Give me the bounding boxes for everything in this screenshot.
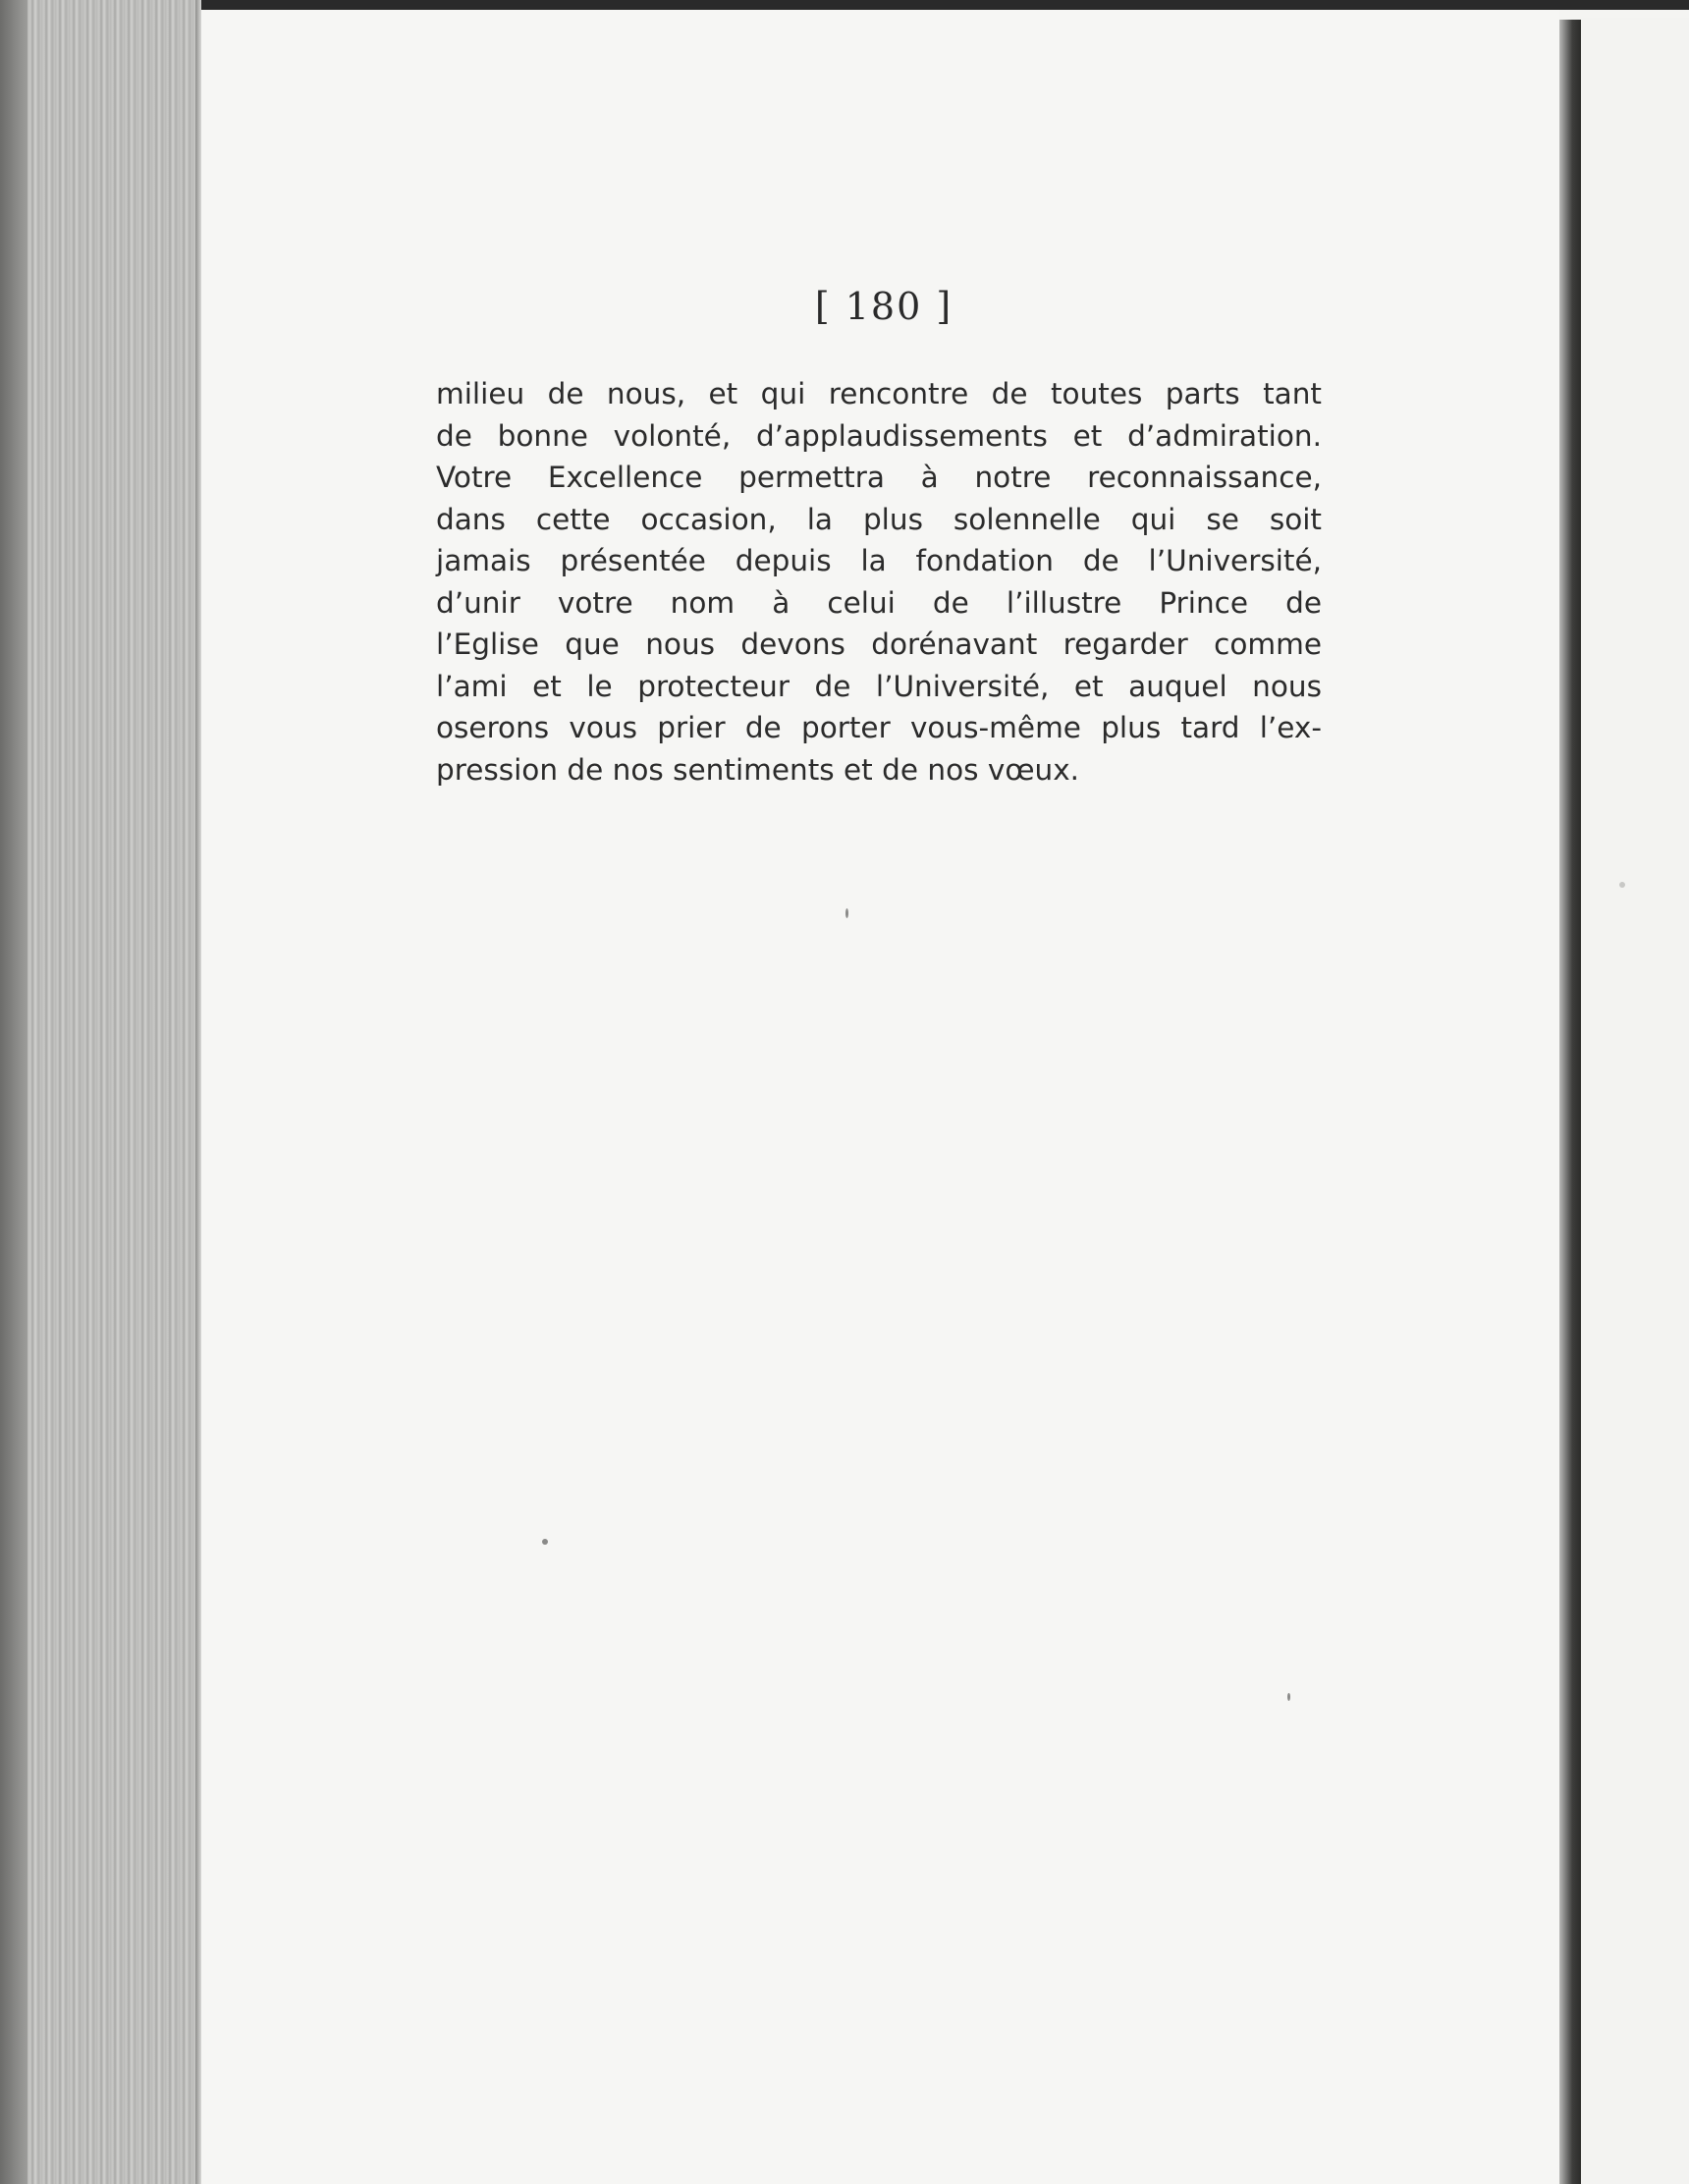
text-line: milieu de nous, et qui rencontre de toutes parts tant [436,377,1322,410]
book-page [201,10,1559,2184]
text-line: l’ami et le protecteur de l’Université, et auquel nous [436,669,1322,703]
text-line: dans cette occasion, la plus solennelle qui se soit [436,502,1322,536]
page-number: [ 180 ] [814,285,953,328]
scan-speck [1287,1693,1290,1701]
text-line: pression de nos sentiments et de nos vœux. [436,752,1080,787]
text-line: de bonne volonté, d’applaudissements et d’admiration. [436,418,1322,453]
text-line: oserons vous prier de porter vous-même plus tard l’ex- [436,711,1322,744]
text-line: d’unir votre nom à celui de l’illustre Prince de [436,585,1322,620]
text-line: Votre Excellence permettra à notre reconnaissance, [436,461,1322,494]
scan-speck [542,1539,548,1545]
scan-speck [845,908,848,918]
text-line: l’Eglise que nous devons dorénavant regarder comme [436,628,1322,661]
scan-speck [1619,882,1625,888]
body-paragraph [436,373,1322,791]
binding-gutter [1559,20,1581,2184]
book-page-edges [0,0,201,2184]
facing-page-edge [1581,18,1689,2184]
scan-top-border [0,0,1689,10]
text-line: jamais présentée depuis la fondation de l’Université, [436,544,1322,577]
